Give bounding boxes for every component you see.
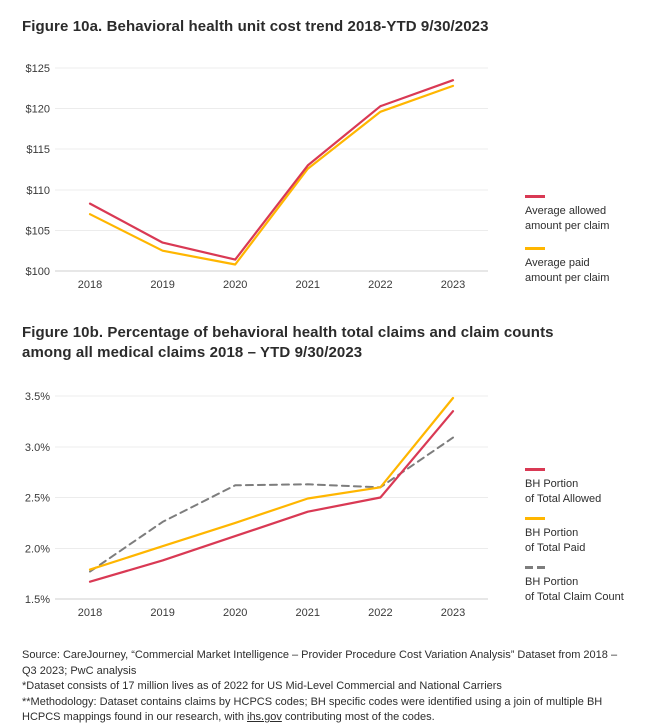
legend-item-average-paid [525, 247, 626, 286]
allowed-line-swatch [525, 195, 545, 198]
y-tick-label: 3.0% [24, 441, 50, 454]
y-tick-label: 2.0% [24, 543, 50, 556]
series-line-0 [90, 80, 453, 259]
x-tick-label: 2018 [77, 607, 103, 619]
footnotes [22, 648, 624, 726]
x-tick-label: 2019 [150, 607, 175, 619]
legend-item-label: BH Portion of Total Allowed [525, 478, 602, 505]
paid-line-swatch [525, 247, 545, 250]
y-tick-label: $100 [25, 266, 50, 278]
y-tick-label: $115 [26, 144, 50, 157]
x-tick-label: 2022 [368, 607, 393, 619]
x-tick-label: 2023 [440, 279, 466, 291]
legend-item-average-allowed [525, 195, 626, 234]
series-line-0 [90, 411, 453, 582]
x-tick-label: 2018 [77, 279, 103, 291]
figure-10a-title: Figure 10a. Behavioral health unit cost trend 2018-YTD 9/30/2023 [22, 18, 489, 35]
x-tick-label: 2021 [295, 279, 321, 291]
y-tick-label: 3.5% [24, 391, 50, 403]
y-tick-label: $110 [26, 184, 50, 197]
x-tick-label: 2021 [295, 607, 321, 619]
bh-claim-count-dashed-swatch [525, 566, 545, 569]
x-tick-label: 2022 [368, 279, 393, 291]
legend-item-bh-total-claim-count [525, 566, 626, 605]
x-tick-label: 2020 [222, 279, 248, 291]
y-tick-label: 1.5% [24, 594, 50, 606]
footer-dataset-note: *Dataset consists of 17 million lives as of 2022 for US Mid-Level Commercial and National Carriers [22, 680, 502, 692]
legend-item-bh-total-allowed [525, 468, 626, 507]
bh-allowed-line-swatch [525, 468, 545, 471]
figure-10b-line-chart [22, 389, 492, 623]
figure-10b-row [22, 389, 626, 623]
y-tick-label: 2.5% [24, 492, 50, 505]
footer-methodology-note: **Methodology: Dataset contains claims by HCPCS codes; BH specific codes were identified using a join of multiple BH HCPCS mappings found in our research, with ihs.gov contributing most of the codes. [22, 695, 603, 723]
footer-source-line: Source: CareJourney, “Commercial Market Intelligence – Provider Procedure Cost Variation Analysis” Dataset from 2018 – Q3 2023; PwC analysis [22, 649, 618, 677]
y-tick-label: $105 [25, 225, 50, 238]
figure-10a-legend [525, 61, 626, 286]
bh-paid-line-swatch [525, 517, 545, 520]
x-tick-label: 2023 [440, 607, 466, 619]
y-tick-label: $125 [25, 63, 50, 75]
legend-item-label: Average allowed amount per claim [525, 205, 610, 232]
x-tick-label: 2020 [222, 607, 248, 619]
legend-item-label: BH Portion of Total Paid [525, 527, 586, 554]
legend-item-label: BH Portion of Total Claim Count [525, 576, 624, 603]
figure-10b-title: Figure 10b. Percentage of behavioral health total claims and claim counts among all medical claims 2018 – YTD 9/30/2023 [22, 324, 554, 361]
legend-item-bh-total-paid [525, 517, 626, 556]
figure-10a-line-chart [22, 61, 492, 295]
figure-10b-legend [525, 389, 626, 605]
series-line-1 [90, 86, 453, 265]
x-tick-label: 2019 [150, 279, 175, 291]
figure-10a-row [22, 61, 626, 295]
legend-item-label: Average paid amount per claim [525, 257, 610, 284]
ihs-gov-link[interactable]: ihs.gov [247, 711, 282, 723]
y-tick-label: $120 [25, 103, 50, 116]
